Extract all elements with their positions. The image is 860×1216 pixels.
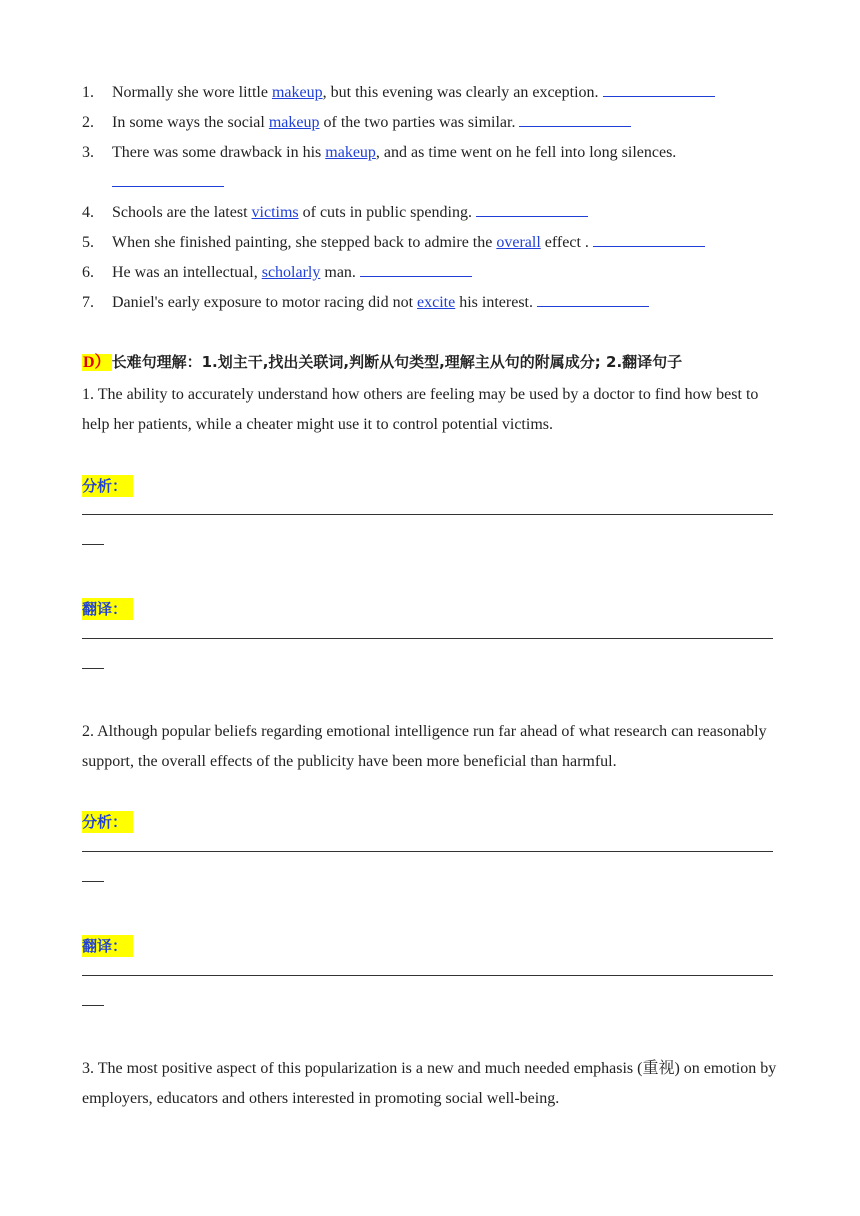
keyword-link[interactable]: overall <box>496 234 541 251</box>
exercise-number: 2. <box>82 114 94 131</box>
section-letter: D） <box>83 354 111 371</box>
answer-blank[interactable] <box>112 172 224 187</box>
analysis-label: 分析： <box>82 475 133 497</box>
answer-blank[interactable] <box>360 262 472 277</box>
exercise-number: 7. <box>82 294 94 311</box>
sentence-3: 3. The most positive aspect of this popularization is a new and much needed emphasis (重视) on emotion by employers, educators and others interested in promoting social well-being. <box>82 1060 777 1107</box>
keyword-link[interactable]: victims <box>251 204 299 221</box>
translation-answer-line[interactable] <box>82 638 773 639</box>
translation-label: 翻译： <box>82 935 133 957</box>
exercise-number: 1. <box>82 84 94 101</box>
sentence-2: 2. Although popular beliefs regarding emotional intelligence run far ahead of what research can reasonably support, the overall effects of the publicity have been more beneficial than harmful. <box>82 723 767 770</box>
exercise-text: He was an intellectual, scholarly man. <box>112 262 472 284</box>
answer-blank[interactable] <box>593 232 705 247</box>
answer-blank[interactable] <box>537 292 649 307</box>
exercise-number: 6. <box>82 264 94 281</box>
exercise-text: There was some drawback in his makeup, and as time went on he fell into long silences. <box>112 144 677 161</box>
analysis-answer-line-end[interactable] <box>82 544 104 545</box>
exercise-number: 4. <box>82 204 94 221</box>
exercise-item-2 <box>82 112 782 134</box>
keyword-link[interactable]: excite <box>417 294 456 311</box>
exercise-item-3 <box>82 142 782 194</box>
analysis-answer-line-end[interactable] <box>82 881 104 882</box>
exercise-item-7 <box>82 292 782 314</box>
analysis-answer-line[interactable] <box>82 514 773 515</box>
exercise-item-4 <box>82 202 782 224</box>
answer-blank[interactable] <box>519 112 631 127</box>
keyword-link[interactable]: makeup <box>268 114 320 131</box>
exercise-text: Daniel's early exposure to motor racing did not excite his interest. <box>112 292 649 314</box>
translation-label: 翻译： <box>82 598 133 620</box>
exercise-text: In some ways the social makeup of the two parties was similar. <box>112 112 631 134</box>
analysis-answer-line[interactable] <box>82 851 773 852</box>
answer-blank[interactable] <box>476 202 588 217</box>
keyword-link[interactable]: scholarly <box>261 264 321 281</box>
exercise-text: Normally she wore little makeup, but this evening was clearly an exception. <box>112 82 715 104</box>
translation-answer-line-end[interactable] <box>82 668 104 669</box>
sentence-1: 1. The ability to accurately understand how others are feeling may be used by a doctor to find how best to help her patients, while a cheater might use it to control potential victims. <box>82 386 759 433</box>
section-heading <box>82 351 682 373</box>
translation-answer-line[interactable] <box>82 975 773 976</box>
exercise-text: Schools are the latest victims of cuts in public spending. <box>112 202 588 224</box>
exercise-item-6 <box>82 262 782 284</box>
section-title: 长难句理解：1.划主干,找出关联词,判断从句类型,理解主从句的附属成分; 2.翻译句子 <box>111 353 683 371</box>
analysis-label: 分析： <box>82 811 133 833</box>
exercise-item-1 <box>82 82 782 104</box>
exercise-item-5 <box>82 232 782 254</box>
exercise-number: 5. <box>82 234 94 251</box>
answer-blank[interactable] <box>603 82 715 97</box>
keyword-link[interactable]: makeup <box>325 144 376 161</box>
translation-answer-line-end[interactable] <box>82 1005 104 1006</box>
exercise-text: When she finished painting, she stepped back to admire the overall effect . <box>112 232 705 254</box>
exercise-continuation <box>112 172 224 194</box>
exercise-number: 3. <box>82 144 94 161</box>
keyword-link[interactable]: makeup <box>271 84 323 101</box>
